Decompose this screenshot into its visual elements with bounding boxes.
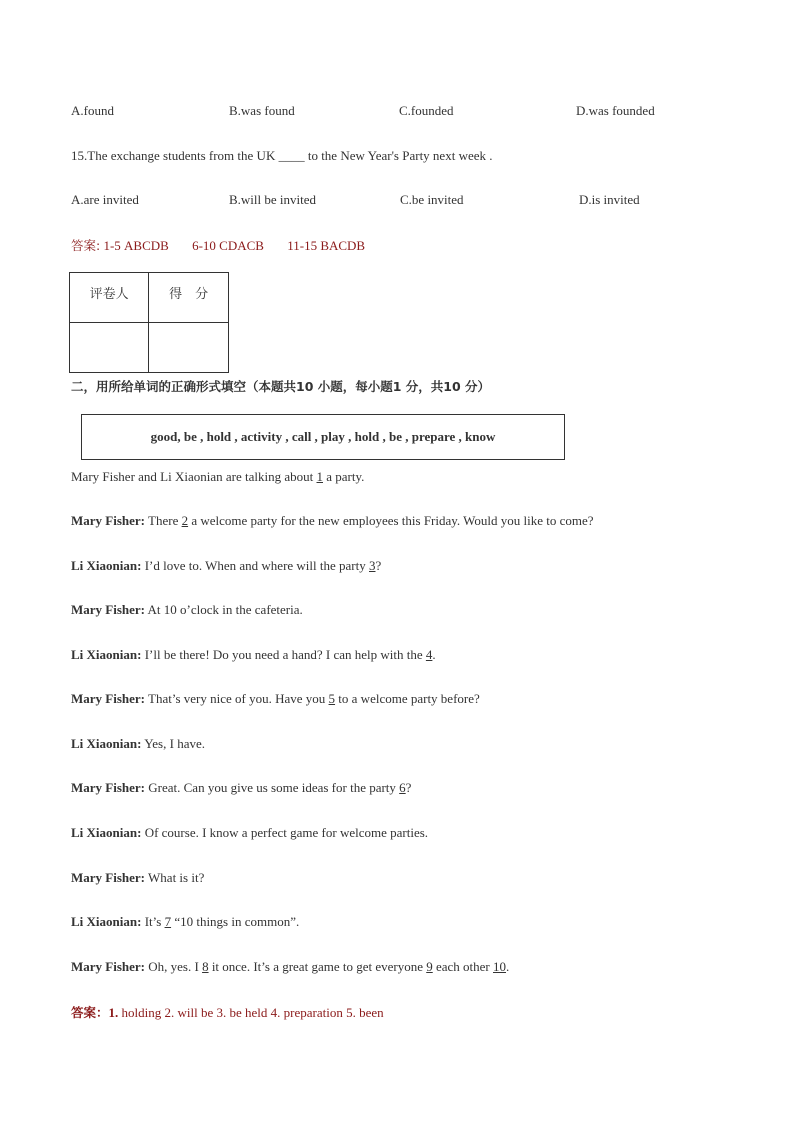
dialogue-line	[71, 959, 509, 975]
line-text-end: ?	[375, 558, 382, 573]
line-text-end: .	[506, 959, 510, 974]
blank-10: 10	[493, 959, 507, 974]
answer2-first-number: 1.	[108, 1005, 119, 1020]
dialogue-line	[71, 780, 411, 796]
line-text: Great. Can you give us some ideas for the party	[145, 780, 400, 795]
q14-option-a: A.found	[71, 103, 114, 118]
dialogue-line	[71, 513, 594, 529]
dialogue-intro	[71, 469, 364, 485]
dialogue-line	[71, 602, 303, 618]
q15-option-b: B.will be invited	[229, 192, 317, 207]
score-header: 得 分	[149, 273, 229, 323]
speaker: Mary Fisher:	[71, 513, 146, 528]
q14-option-d: D.was founded	[576, 103, 655, 118]
line-text: Oh, yes. I	[145, 959, 203, 974]
speaker: Li Xiaonian:	[71, 647, 142, 662]
line-text-end: a welcome party for the new employees this Friday. Would you like to come?	[188, 513, 594, 528]
speaker: Li Xiaonian:	[71, 558, 142, 573]
blank-2: 2	[181, 513, 189, 528]
answer-label: 答案:	[71, 238, 101, 253]
line-text: Yes, I have.	[141, 736, 205, 751]
line-text-end: “10 things in common”.	[171, 914, 300, 929]
dialogue-line	[71, 691, 480, 707]
blank-9: 9	[426, 959, 433, 974]
q14-option-c: C.founded	[399, 103, 454, 118]
grader-cell	[70, 323, 149, 373]
score-table	[69, 272, 229, 373]
line-text: Of course. I know a perfect game for welcome parties.	[141, 825, 429, 840]
answer-6-10: 6-10 CDACB	[192, 238, 264, 253]
blank-4: 4	[425, 647, 433, 662]
q15-number: 15.	[71, 148, 88, 163]
blank-6: 6	[399, 780, 406, 795]
word-bank-box	[81, 414, 565, 460]
q15-option-c: C.be invited	[400, 192, 464, 207]
answer-key-part1	[71, 236, 365, 254]
dialogue-line	[71, 914, 299, 930]
grader-header: 评卷人	[70, 273, 149, 323]
speaker: Li Xiaonian:	[71, 736, 142, 751]
line-text: There	[145, 513, 182, 528]
dialogue-line	[71, 825, 428, 841]
line-text: it once. It’s a great game to get everyone	[208, 959, 427, 974]
speaker: Mary Fisher:	[71, 602, 146, 617]
answer2-text: holding 2. will be 3. be held 4. preparation 5. been	[118, 1005, 384, 1020]
line-text-end: to a welcome party before?	[335, 691, 480, 706]
blank-3: 3	[369, 558, 376, 573]
dialogue-line	[71, 736, 205, 752]
line-text: What is it?	[145, 870, 205, 885]
q14-option-b: B.was found	[229, 103, 295, 118]
line-text: I’ll be there! Do you need a hand? I can help with the	[141, 647, 426, 662]
blank-1: 1	[316, 469, 323, 484]
blank-8: 8	[202, 959, 209, 974]
blank-7: 7	[164, 914, 172, 929]
q15-option-a: A.are invited	[71, 192, 139, 207]
speaker: Li Xiaonian:	[71, 914, 142, 929]
score-cell	[149, 323, 229, 373]
answer2-label: 答案：	[71, 1005, 109, 1020]
speaker: Mary Fisher:	[71, 780, 146, 795]
word-bank: good, be , hold , activity , call , play , hold , be , prepare , know	[150, 429, 496, 444]
line-text-end: .	[432, 647, 436, 662]
speaker: Mary Fisher:	[71, 959, 146, 974]
line-text-end: ?	[405, 780, 412, 795]
dialogue-line	[71, 647, 436, 663]
line-text: That’s very nice of you. Have you	[145, 691, 329, 706]
blank-5: 5	[328, 691, 336, 706]
answer-1-5: 1-5 ABCDB	[103, 238, 169, 253]
q15-option-d: D.is invited	[579, 192, 640, 207]
line-text: It’s	[141, 914, 165, 929]
intro-text: Mary Fisher and Li Xiaonian are talking about	[71, 469, 317, 484]
line-text: At 10 o’clock in the cafeteria.	[145, 602, 303, 617]
speaker: Mary Fisher:	[71, 870, 146, 885]
section2-title: 二，用所给单词的正确形式填空（本题共10 小题，每小题1 分，共10 分）	[71, 379, 491, 394]
answer-key-part2	[71, 1003, 384, 1021]
q15-text: The exchange students from the UK ____ to the New Year's Party next week .	[87, 148, 493, 163]
answer-11-15: 11-15 BACDB	[287, 238, 366, 253]
dialogue-line	[71, 870, 204, 886]
speaker: Mary Fisher:	[71, 691, 146, 706]
line-text: I’d love to. When and where will the party	[141, 558, 369, 573]
q15-question	[71, 148, 493, 164]
line-text: each other	[432, 959, 494, 974]
intro-text-end: a party.	[323, 469, 365, 484]
speaker: Li Xiaonian:	[71, 825, 142, 840]
dialogue-line	[71, 558, 381, 574]
